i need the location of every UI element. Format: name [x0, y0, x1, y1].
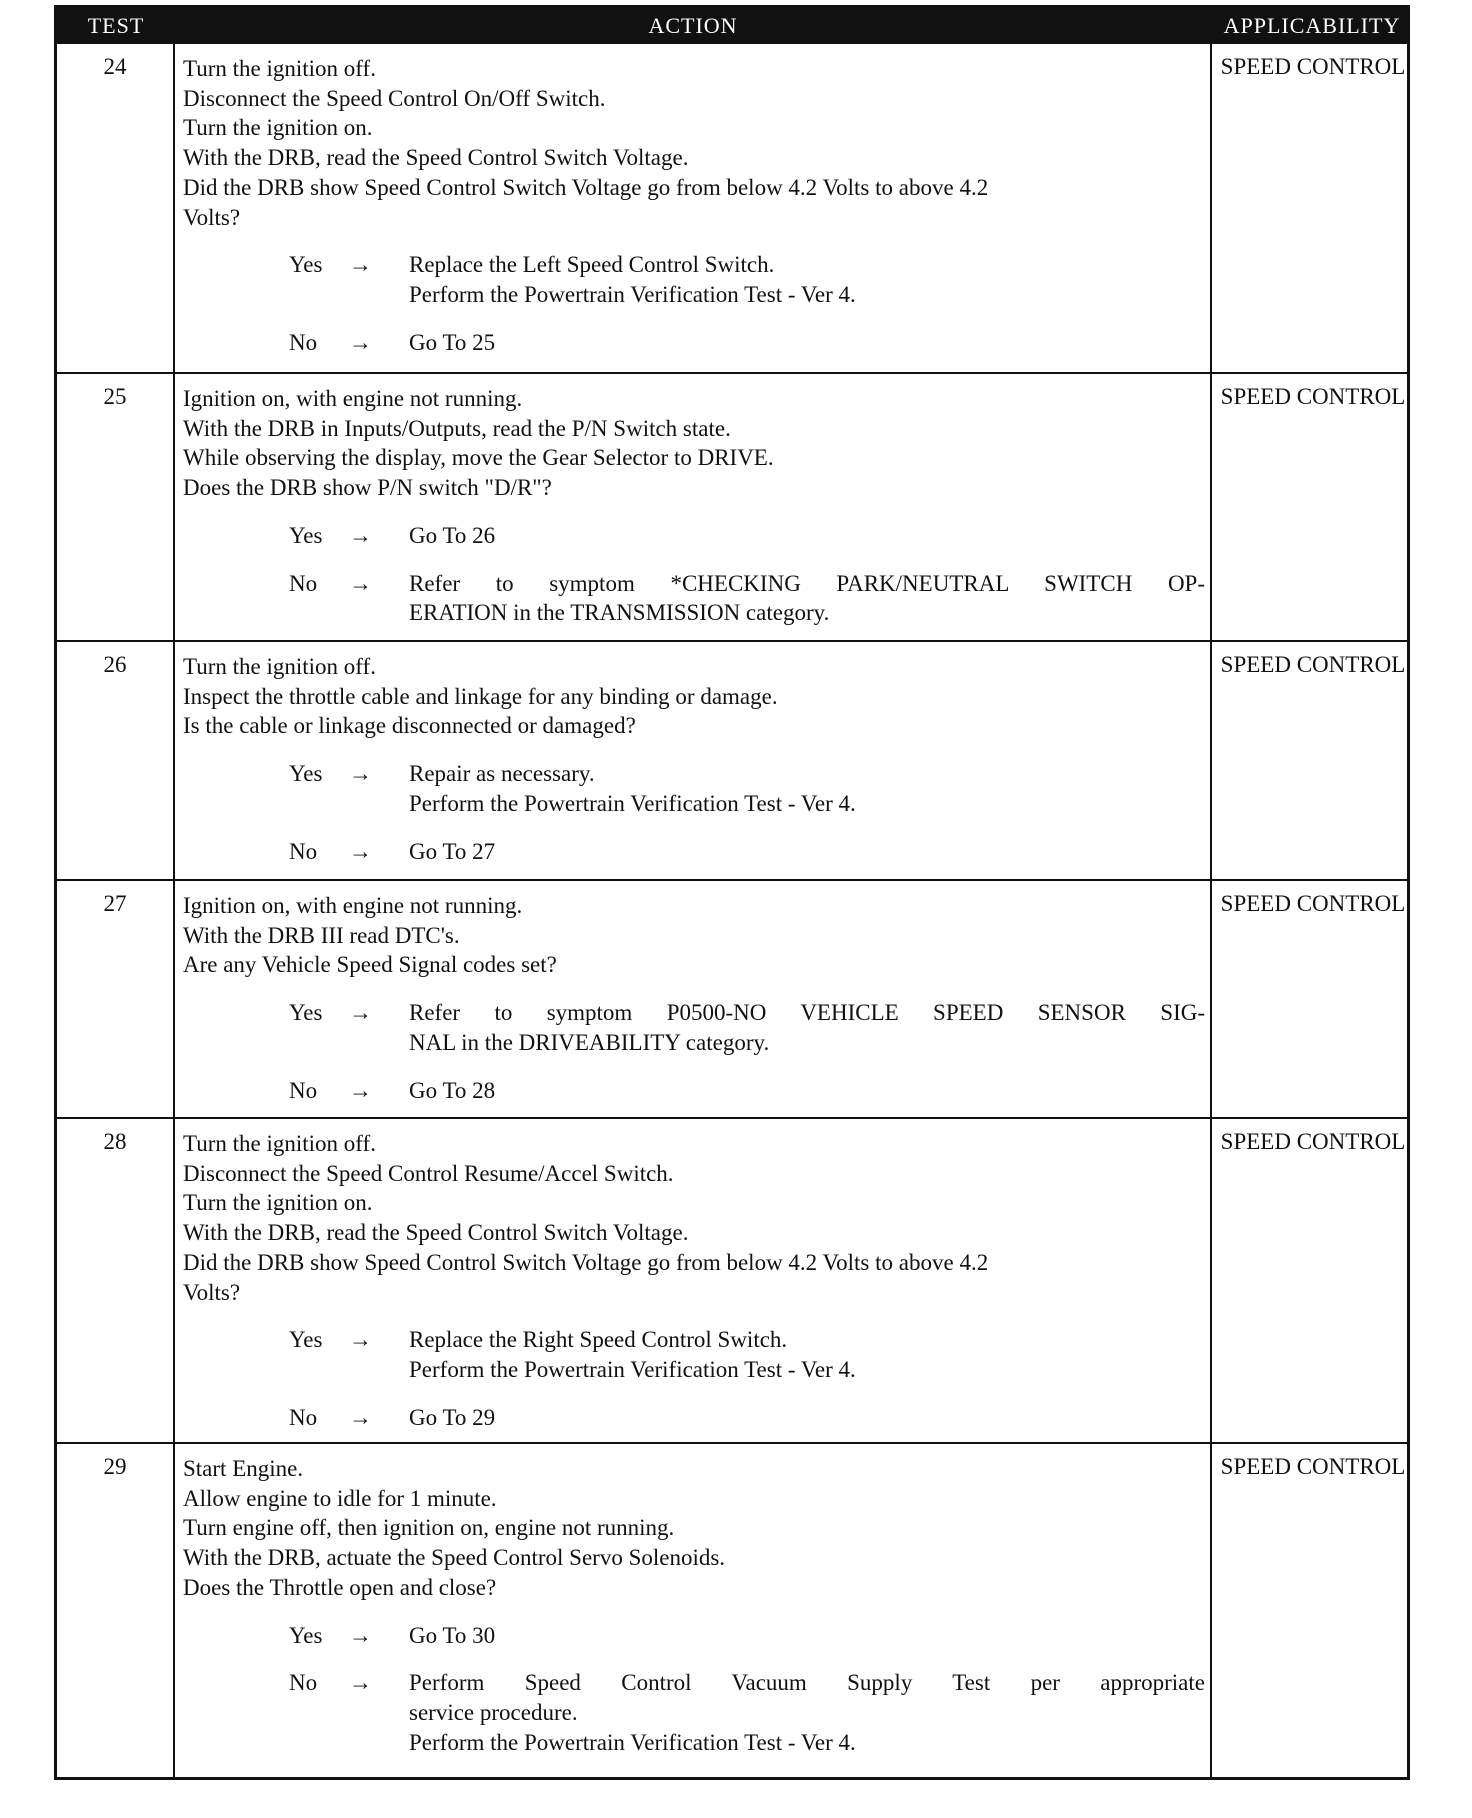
action-step: Turn the ignition off.	[183, 1131, 376, 1156]
action-step: Did the DRB show Speed Control Switch Voltage go from below 4.2 Volts to above 4.2	[183, 174, 989, 200]
no-label: No	[289, 1670, 318, 1696]
yes-result-line: Go To 30	[409, 1622, 496, 1648]
table-row	[57, 44, 1407, 374]
action-step: Turn the ignition on.	[183, 115, 373, 141]
no-label: No	[289, 329, 318, 355]
table-row	[57, 1444, 1407, 1778]
no-result-line: Go To 25	[409, 329, 496, 355]
action-step: Turn the ignition off.	[183, 654, 376, 679]
no-label: No	[289, 1077, 318, 1103]
test-number: 28	[103, 1129, 127, 1154]
applicability-cell: SPEED CONTROL	[1220, 54, 1406, 79]
yes-result-line: Perform the Powertrain Verification Test - Ver 4.	[409, 281, 856, 307]
table-row	[57, 881, 1407, 1119]
arrow-icon: →	[349, 1670, 372, 1696]
header-test: TEST	[87, 13, 145, 38]
table-row	[57, 642, 1407, 881]
yes-result-line: Replace the Left Speed Control Switch.	[409, 252, 775, 278]
arrow-icon: →	[349, 1000, 372, 1026]
arrow-icon: →	[349, 1404, 372, 1430]
table-row	[57, 1119, 1407, 1444]
test-number: 29	[103, 1454, 127, 1479]
action-cell	[183, 652, 1205, 866]
yes-branch	[183, 759, 1205, 818]
action-step: With the DRB, read the Speed Control Switch Voltage.	[183, 1220, 689, 1246]
test-number: 27	[103, 891, 127, 916]
action-step: Turn the ignition on.	[183, 1190, 373, 1216]
yes-result-line: NAL in the DRIVEABILITY category.	[409, 1029, 770, 1055]
yes-label: Yes	[289, 1000, 323, 1026]
arrow-icon: →	[349, 838, 372, 864]
yes-label: Yes	[289, 522, 323, 548]
action-step: Inspect the throttle cable and linkage for any binding or damage.	[183, 683, 778, 709]
no-branch	[183, 1668, 1205, 1757]
no-result-line: Perform the Powertrain Verification Test - Ver 4.	[409, 1729, 856, 1755]
no-branch	[183, 569, 1205, 628]
action-step: Did the DRB show Speed Control Switch Voltage go from below 4.2 Volts to above 4.2	[183, 1249, 989, 1275]
yes-label: Yes	[289, 761, 323, 787]
action-step: With the DRB, read the Speed Control Switch Voltage.	[183, 145, 689, 171]
action-step: Does the DRB show P/N switch "D/R"?	[183, 475, 552, 501]
no-label: No	[289, 1404, 318, 1430]
action-step: With the DRB in Inputs/Outputs, read the P/N Switch state.	[183, 415, 731, 441]
arrow-icon: →	[349, 329, 372, 355]
arrow-icon: →	[349, 1077, 372, 1103]
applicability-cell: SPEED CONTROL	[1220, 1454, 1406, 1479]
no-label: No	[289, 838, 318, 864]
action-step: Disconnect the Speed Control On/Off Switch.	[183, 85, 606, 111]
action-cell	[183, 384, 1205, 628]
yes-label: Yes	[289, 1327, 323, 1353]
yes-branch	[183, 1325, 1205, 1384]
no-result-line: Go To 27	[409, 838, 496, 864]
yes-branch	[183, 1621, 1205, 1651]
action-step: Turn engine off, then ignition on, engine not running.	[183, 1515, 675, 1541]
yes-result-line: Replace the Right Speed Control Switch.	[409, 1327, 788, 1353]
no-result-line: Go To 29	[409, 1404, 496, 1430]
table-body	[57, 44, 1407, 1777]
diagnostic-test-table	[54, 5, 1410, 1780]
action-step: Is the cable or linkage disconnected or damaged?	[183, 713, 636, 739]
no-label: No	[289, 570, 318, 596]
action-step: Are any Vehicle Speed Signal codes set?	[183, 952, 557, 978]
arrow-icon: →	[349, 1622, 372, 1648]
table-row	[57, 374, 1407, 642]
arrow-icon: →	[349, 522, 372, 548]
table-header	[57, 8, 1407, 44]
action-cell	[183, 891, 1205, 1105]
no-branch	[183, 328, 1205, 358]
test-number: 26	[103, 652, 127, 677]
action-step: With the DRB, actuate the Speed Control Servo Solenoids.	[183, 1545, 726, 1571]
no-branch	[183, 837, 1205, 867]
action-cell	[183, 1454, 1205, 1757]
yes-branch	[183, 521, 1205, 551]
action-step: While observing the display, move the Gear Selector to DRIVE.	[183, 445, 774, 471]
yes-result-line: Repair as necessary.	[409, 761, 595, 787]
applicability-cell: SPEED CONTROL	[1220, 891, 1406, 916]
action-step: Start Engine.	[183, 1456, 304, 1481]
no-branch	[183, 1076, 1205, 1106]
test-number: 24	[103, 54, 127, 79]
action-step: Ignition on, with engine not running.	[183, 893, 523, 918]
applicability-cell: SPEED CONTROL	[1220, 384, 1406, 409]
action-cell	[183, 1129, 1205, 1432]
header-applicability: APPLICABILITY	[1223, 13, 1401, 38]
yes-label: Yes	[289, 1622, 323, 1648]
no-result-line: Go To 28	[409, 1077, 496, 1103]
yes-result-line: Perform the Powertrain Verification Test - Ver 4.	[409, 1356, 856, 1382]
action-cell	[183, 54, 1205, 357]
test-number: 25	[103, 384, 127, 409]
no-result-line: Refer to symptom *CHECKING PARK/NEUTRAL SWITCH OP-	[409, 570, 1205, 596]
applicability-cell: SPEED CONTROL	[1220, 652, 1406, 677]
yes-label: Yes	[289, 252, 323, 278]
action-step: Ignition on, with engine not running.	[183, 386, 523, 411]
header-action: ACTION	[648, 13, 738, 38]
no-result-line: ERATION in the TRANSMISSION category.	[409, 600, 830, 626]
yes-result-line: Go To 26	[409, 522, 496, 548]
action-step: With the DRB III read DTC's.	[183, 922, 460, 948]
action-step: Volts?	[183, 204, 241, 230]
arrow-icon: →	[349, 252, 372, 278]
action-step: Allow engine to idle for 1 minute.	[183, 1485, 497, 1511]
yes-result-line: Perform the Powertrain Verification Test - Ver 4.	[409, 790, 856, 816]
applicability-cell: SPEED CONTROL	[1220, 1129, 1406, 1154]
action-step: Does the Throttle open and close?	[183, 1574, 497, 1600]
arrow-icon: →	[349, 1327, 372, 1353]
yes-branch	[183, 250, 1205, 309]
action-step: Volts?	[183, 1279, 241, 1305]
yes-result-line: Refer to symptom P0500-NO VEHICLE SPEED SENSOR SIG-	[409, 1000, 1205, 1026]
arrow-icon: →	[349, 570, 372, 596]
no-branch	[183, 1403, 1205, 1433]
yes-branch	[183, 998, 1205, 1057]
action-step: Turn the ignition off.	[183, 56, 376, 81]
no-result-line: Perform Speed Control Vacuum Supply Test per appropriate	[409, 1670, 1205, 1696]
action-step: Disconnect the Speed Control Resume/Accel Switch.	[183, 1160, 674, 1186]
no-result-line: service procedure.	[409, 1699, 578, 1725]
arrow-icon: →	[349, 761, 372, 787]
